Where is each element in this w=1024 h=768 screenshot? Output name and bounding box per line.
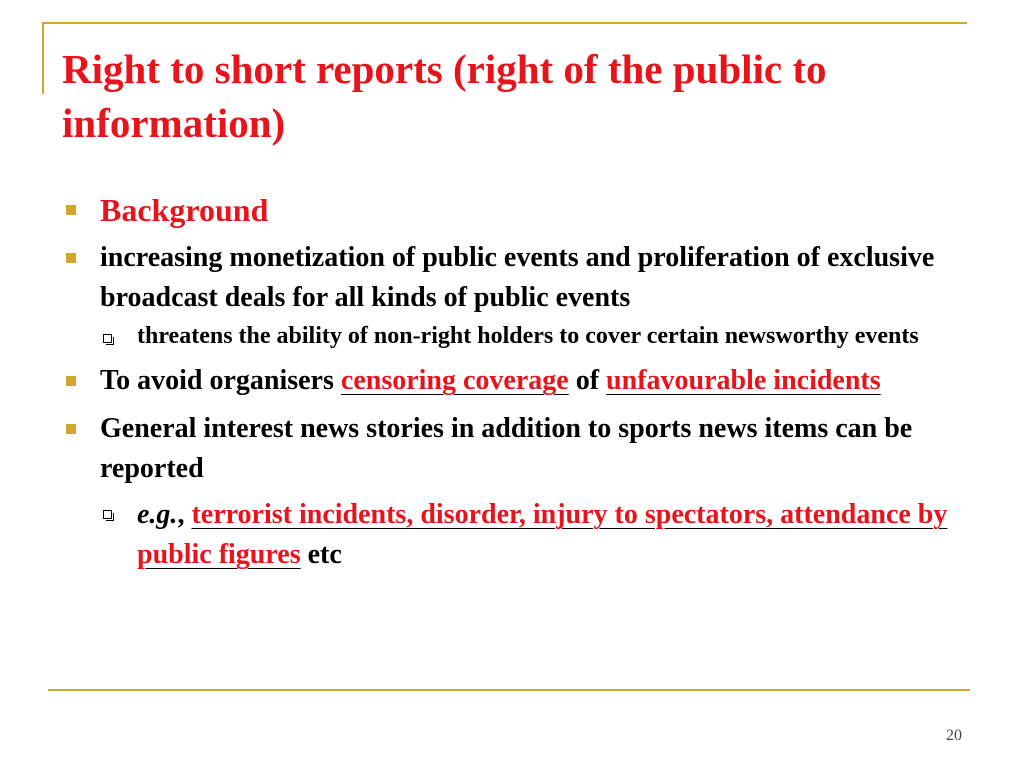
top-accent-line — [42, 22, 967, 24]
square-bullet-icon — [66, 205, 76, 215]
slide-title: Right to short reports (right of the public to information) — [62, 46, 827, 146]
bullet-text-mid: of — [568, 365, 607, 396]
eg-text: e.g. — [137, 499, 178, 530]
comma-text: , — [177, 499, 192, 530]
bullet-text: increasing monetization of public events and proliferation of exclusive broadcast deals for all kinds of public events — [100, 242, 935, 313]
bullet-general-interest — [62, 409, 962, 489]
bullet-heading — [62, 188, 962, 232]
highlight-censoring-coverage: censoring coverage — [340, 365, 569, 396]
bullet-list — [62, 188, 962, 575]
square-bullet-icon — [66, 253, 76, 263]
sub-bullet-threatens — [62, 320, 962, 353]
square-bullet-icon — [66, 376, 76, 386]
square-bullet-icon — [66, 424, 76, 434]
bullet-text: General interest news stories in addition to sports news items can be reported — [100, 413, 913, 484]
bullet-monetization — [62, 238, 962, 318]
hollow-square-bullet-icon — [103, 510, 112, 519]
page-number: 20 — [946, 727, 962, 744]
sub-bullet-text: threatens the ability of non-right holders to cover certain newsworthy events — [137, 323, 919, 349]
bullet-avoid-organisers — [62, 361, 962, 401]
hollow-square-bullet-icon — [103, 334, 112, 343]
highlight-examples: terrorist incidents, disorder, injury to spectators, attendance by public figures — [137, 499, 948, 570]
highlight-unfavourable-incidents: unfavourable incidents — [606, 365, 881, 396]
bottom-accent-line — [48, 689, 970, 691]
bullet-text-pre: To avoid organisers — [100, 365, 341, 396]
left-accent-line — [42, 22, 44, 94]
sub-bullet-examples — [62, 495, 962, 575]
etc-text: etc — [300, 539, 342, 570]
heading-text: Background — [100, 192, 269, 228]
